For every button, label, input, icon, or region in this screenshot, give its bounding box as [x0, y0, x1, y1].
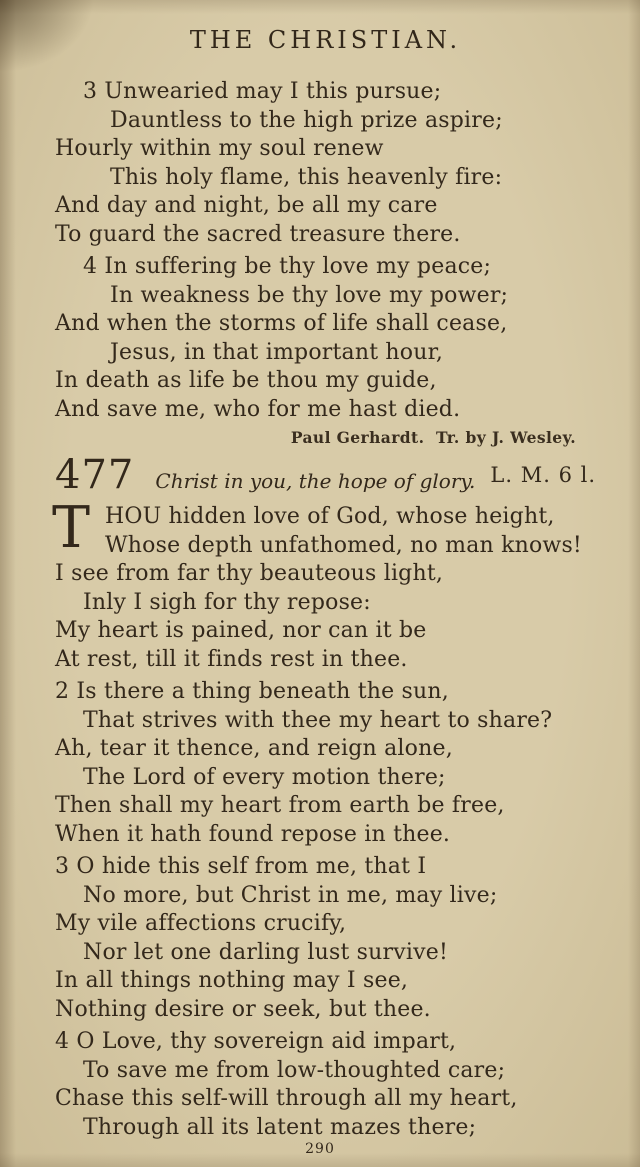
verse-line: Dauntless to the high prize aspire; [110, 107, 503, 133]
verse-line: HOU hidden love of God, whose height, [105, 504, 555, 529]
verse-line: Jesus, in that important hour, [110, 339, 444, 365]
verse-line: To guard the sacred treasure there. [55, 221, 461, 247]
verse-line: In death as life be thou my guide, [55, 368, 437, 393]
verse-line: And when the storms of life shall cease, [55, 311, 508, 336]
verse-line: No more, but Christ in me, may live; [83, 882, 498, 908]
hymn-number: 477 [55, 452, 135, 498]
hymn-heading [55, 453, 596, 499]
verse-line: Then shall my heart from earth be free, [55, 793, 505, 818]
verse-line: And save me, who for me hast died. [55, 396, 461, 422]
verse-line: 3 O hide this self from me, that I [55, 854, 427, 879]
verse-line: The Lord of every motion there; [83, 764, 446, 790]
verse-line: I see from far thy beauteous light, [55, 561, 444, 586]
verse [52, 495, 596, 674]
verse-line: My heart is pained, nor can it be [55, 618, 427, 643]
verse [55, 678, 596, 849]
verse [55, 1028, 596, 1142]
hymn-title: Christ in you, the hope of glory. [155, 469, 476, 493]
verse [55, 78, 596, 249]
verse-line: At rest, till it finds rest in thee. [55, 646, 408, 672]
verse-line: And day and night, be all my care [55, 193, 438, 218]
verse-line: Whose depth unfathomed, no man knows! [105, 532, 582, 558]
hymn-477 [52, 452, 596, 1142]
verse-line: Chase this self-will through all my heart, [55, 1086, 518, 1111]
verse-line: Hourly within my soul renew [55, 136, 384, 161]
verse [55, 853, 596, 1024]
verse-line: 4 O Love, thy sovereign aid impart, [55, 1029, 457, 1054]
verse-line: Ah, tear it thence, and reign alone, [55, 736, 453, 761]
continuation-verses [55, 78, 596, 424]
verse-line: In all things nothing may I see, [55, 968, 409, 993]
verse-line: This holy flame, this heavenly fire: [110, 164, 503, 190]
verse-line: 2 Is there a thing beneath the sun, [55, 679, 449, 704]
verse-line: In weakness be thy love my power; [110, 282, 509, 308]
verse-line: 4 In suffering be thy love my peace; [83, 254, 492, 279]
hymn-meter: L. M. 6 l. [490, 463, 596, 487]
verse-line: My vile affections crucify, [55, 911, 347, 936]
hymn-continuation [55, 78, 596, 447]
verse [55, 253, 596, 424]
verse-line: Nor let one darling lust survive! [83, 939, 449, 965]
verse-line: Nothing desire or seek, but thee. [55, 996, 431, 1022]
drop-cap-letter: T [52, 495, 91, 561]
verse-line: 3 Unwearied may I this pursue; [83, 79, 442, 104]
page-number: 290 [305, 1141, 335, 1157]
verse-line: To save me from low-thoughted care; [83, 1057, 506, 1083]
author-attribution: Paul Gerhardt. Tr. by J. Wesley. [290, 428, 576, 447]
verse-line: When it hath found repose in thee. [55, 821, 451, 847]
verse-line: Through all its latent mazes there; [83, 1114, 477, 1140]
verse-line: That strives with thee my heart to share? [83, 707, 553, 733]
running-head: THE CHRISTIAN. [189, 26, 462, 54]
hymn-verses [52, 495, 596, 1142]
dropcap-block [52, 495, 596, 561]
verse-line: Inly I sigh for thy repose: [83, 589, 371, 615]
